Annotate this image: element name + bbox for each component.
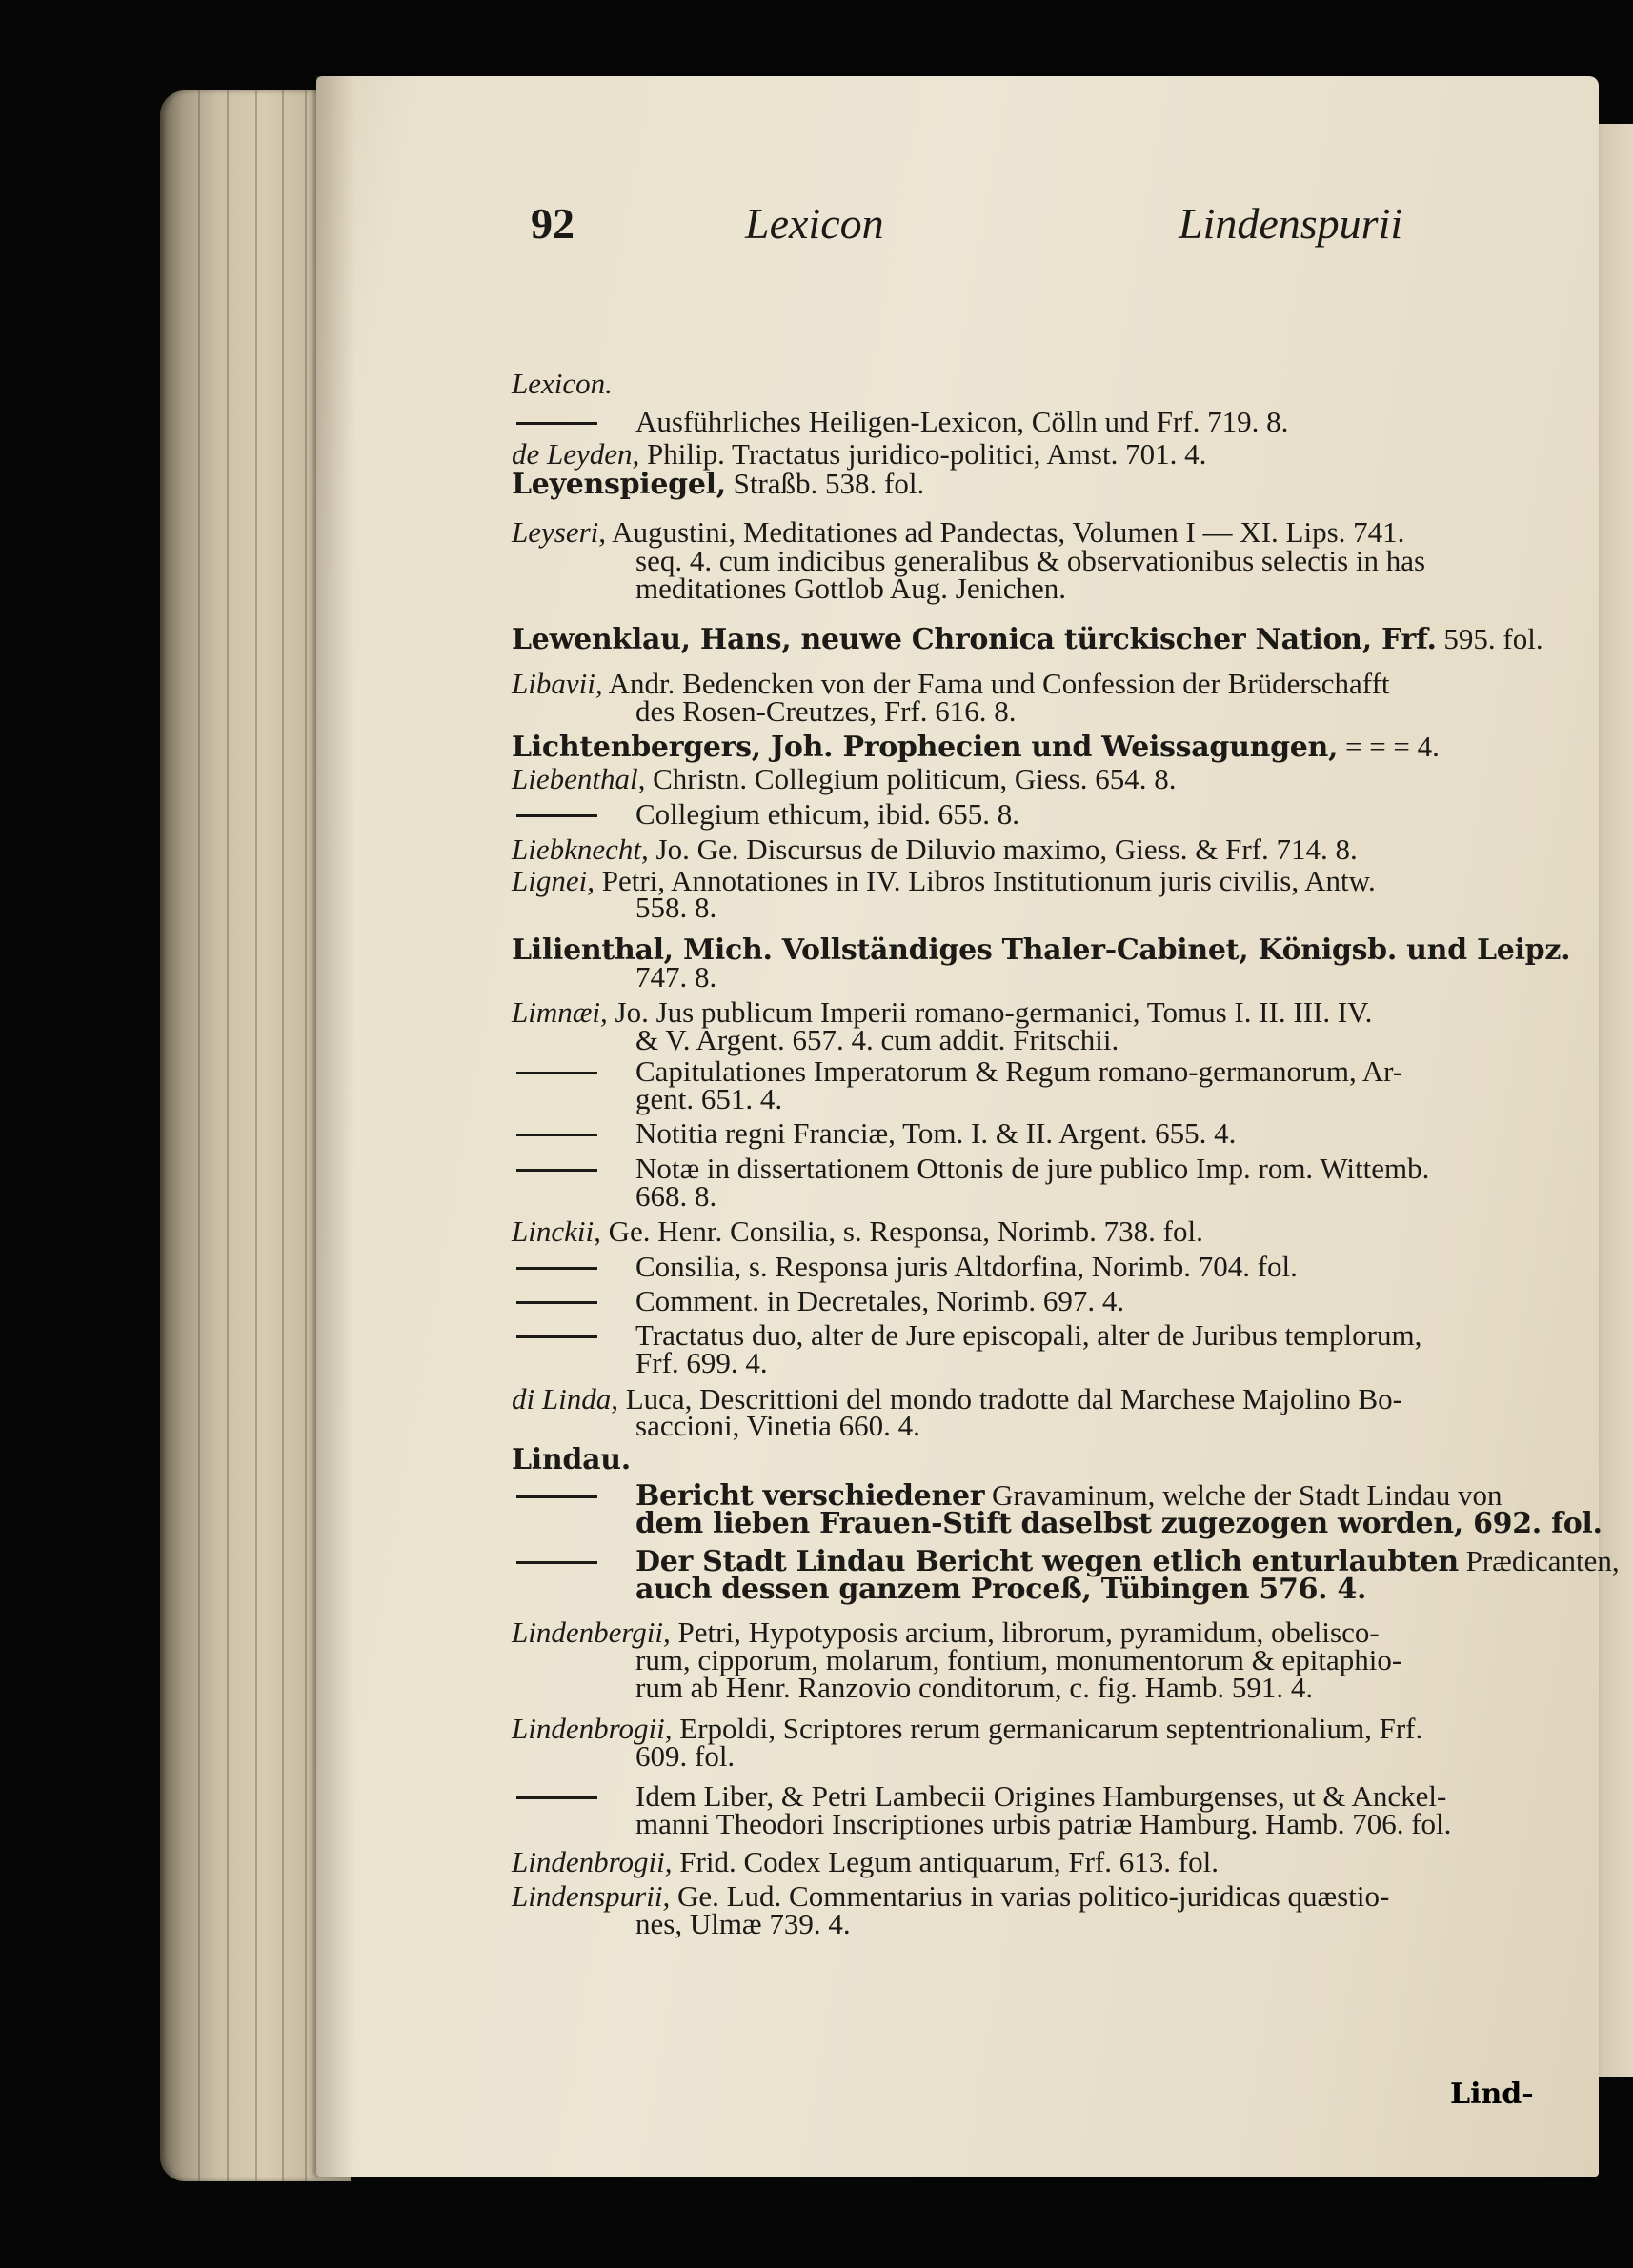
entry-text: Petri, Hypotyposis arcium, librorum, pyramidum, obelisco- [677, 1616, 1380, 1649]
text-line [635, 1671, 1314, 1704]
entry-author: Liebknecht, [512, 833, 649, 866]
text-line [635, 1023, 1119, 1056]
text-line [635, 574, 1066, 603]
text-line [512, 437, 1207, 471]
entry-continuation: meditationes Gottlob Aug. Jenichen. [635, 572, 1067, 605]
ditto-dash [516, 422, 597, 425]
entry-blackletter: Lindau. [512, 1443, 631, 1476]
text-line [512, 1214, 1203, 1248]
entry-continuation: rum ab Henr. Ranzovio conditorum, c. fig. Hamb. 591. 4. [635, 1671, 1314, 1704]
text-line [512, 1845, 1219, 1878]
entry-continuation: seq. 4. cum indicibus generalibus & observationibus selectis in has [635, 544, 1426, 577]
text-line [635, 893, 716, 922]
entry-author: Lignei, [512, 864, 595, 897]
text-line [512, 730, 1440, 764]
entry-text: Consilia, s. Responsa juris Altdorfina, Norimb. 704. fol. [635, 1250, 1298, 1283]
entry-author: Leyseri, [512, 515, 607, 549]
entry-author: Lindenbergii, [512, 1616, 671, 1649]
text-line [635, 405, 1289, 438]
entry-blackletter: Lichtenbergers, Joh. Prophecien und Weissagungen, [512, 731, 1339, 764]
entry-text: Ge. Henr. Consilia, s. Responsa, Norimb. 738. fol. [608, 1214, 1203, 1248]
ditto-dash [516, 1169, 597, 1172]
entry-text: Augustini, Meditationes ad Pandectas, Volumen I — XI. Lips. 741. [612, 515, 1405, 549]
entry-text: Tractatus duo, alter de Jure episcopali, alter de Juribus templorum, [635, 1318, 1422, 1352]
entry-text: Ausführliches Heiligen-Lexicon, Cölln und Frf. 719. 8. [635, 405, 1289, 438]
text-line [635, 797, 1019, 831]
ditto-dash [516, 1072, 597, 1074]
ditto-dash [516, 1796, 597, 1799]
entry-text: 595. fol. [1443, 622, 1543, 655]
text-line [635, 1250, 1298, 1283]
entry-text: = = = 4. [1344, 730, 1440, 763]
ditto-dash [516, 1134, 597, 1136]
entry-continuation: 558. 8. [635, 891, 717, 924]
entry-author: de Leyden, [512, 437, 640, 471]
entry-text: Notæ in dissertationem Ottonis de jure publico Imp. rom. Wittemb. [635, 1152, 1430, 1185]
entry-blackletter: dem lieben Frauen-Stift daselbst zugezogen worden, 692. fol. [635, 1507, 1603, 1540]
entry-text: Philip. Tractatus juridico-politici, Amst. 701. 4. [647, 437, 1207, 471]
text-line [512, 622, 1543, 656]
ditto-dash [516, 1335, 597, 1338]
entry-author: Limnæi, [512, 995, 608, 1029]
text-line [635, 1575, 1366, 1604]
text-line [635, 1907, 851, 1940]
entry-text: Frid. Codex Legum antiquarum, Frf. 613. fol. [679, 1845, 1219, 1878]
text-line [512, 1445, 631, 1475]
entry-text: Andr. Bedencken von der Fama und Confession der Brüderschafft [608, 667, 1390, 700]
entry-continuation: des Rosen-Creutzes, Frf. 616. 8. [635, 694, 1017, 728]
entry-continuation: 668. 8. [635, 1179, 717, 1213]
entry-text: Jo. Jus publicum Imperii romano-germanici, Tomus I. II. III. IV. [615, 995, 1373, 1029]
running-title: Lexicon [745, 199, 884, 248]
catchword: Lind- [1450, 2077, 1534, 2111]
entry-author: Libavii, [512, 667, 603, 700]
text-line [635, 1739, 736, 1773]
entry-blackletter: Leyenspiegel, [512, 468, 726, 501]
entry-author: Liebenthal, [512, 762, 646, 795]
text-line [635, 1179, 717, 1213]
text-line [512, 515, 1405, 549]
text-line [635, 1082, 783, 1115]
ditto-dash [516, 814, 597, 817]
entry-text: Erpoldi, Scriptores rerum germanicarum septentrionalium, Frf. [679, 1712, 1423, 1745]
entry-author: Lindenbrogii, [512, 1845, 673, 1878]
ditto-dash [516, 1495, 597, 1498]
entry-text: Capitulationes Imperatorum & Regum romano-germanorum, Ar- [635, 1054, 1403, 1088]
entry-text: Comment. in Decretales, Norimb. 697. 4. [635, 1284, 1125, 1317]
entry-text: Prædicanten, [1465, 1544, 1620, 1577]
facing-page-edge [1593, 124, 1633, 2077]
entry-blackletter: Lewenklau, Hans, neuwe Chronica türckischer Nation, Frf. [512, 623, 1437, 656]
entry-text: Christn. Collegium politicum, Giess. 654. 8. [653, 762, 1177, 795]
entry-author: Lindenspurii, [512, 1879, 671, 1913]
text-line [635, 1284, 1125, 1317]
text-line [512, 367, 613, 400]
entry-text: Idem Liber, & Petri Lambecii Origines Hamburgenses, ut & Anckel- [635, 1779, 1447, 1813]
entry-text: Straßb. 538. fol. [733, 467, 925, 500]
text-line [512, 835, 1358, 864]
text-line [635, 1154, 1429, 1183]
entry-blackletter: auch dessen ganzem Proceß, Tübingen 576. 4. [635, 1573, 1367, 1606]
page-gutter-shadow [316, 76, 354, 2177]
text-line [635, 694, 1017, 728]
entry-text: Petri, Annotationes in IV. Libros Institutionum juris civilis, Antw. [601, 864, 1376, 897]
entry-author: Lexicon. [512, 367, 613, 400]
text-line [512, 762, 1177, 795]
entry-author: di Linda, [512, 1382, 618, 1415]
entry-continuation: 747. 8. [635, 960, 717, 994]
entry-author: Linckii, [512, 1214, 601, 1248]
page-number: 92 [531, 199, 575, 248]
entry-text: Jo. Ge. Discursus de Diluvio maximo, Giess. & Frf. 714. 8. [655, 833, 1358, 866]
entry-text: Gravaminum, welche der Stadt Lindau von [992, 1478, 1502, 1512]
entry-continuation: 609. fol. [635, 1739, 736, 1773]
entry-blackletter: Bericht verschiedener [635, 1479, 985, 1513]
entry-blackletter: Der Stadt Lindau Bericht wegen etlich enturlaubten [635, 1545, 1459, 1578]
entry-blackletter: Lilienthal, Mich. Vollständiges Thaler-Cabinet, Königsb. und Leipz. [512, 933, 1571, 967]
text-line [635, 1509, 1603, 1538]
entry-text: Ge. Lud. Commentarius in varias politico-juridicas quæstio- [676, 1879, 1390, 1913]
ditto-dash [516, 1301, 597, 1304]
entry-continuation: saccioni, Vinetia 660. 4. [635, 1409, 920, 1442]
text-line [635, 1346, 768, 1379]
book-page [316, 76, 1620, 2177]
entry-continuation: rum, cipporum, molarum, fontium, monumentorum & epitaphio- [635, 1643, 1402, 1676]
ditto-dash [516, 1267, 597, 1270]
entry-author: Lindenbrogii, [512, 1712, 673, 1745]
text-line [635, 1807, 1452, 1840]
text-line [635, 1116, 1237, 1150]
entry-continuation: Frf. 699. 4. [635, 1346, 768, 1379]
text-line [512, 467, 925, 501]
text-line [635, 960, 717, 994]
entry-continuation: gent. 651. 4. [635, 1082, 783, 1115]
entry-text: Collegium ethicum, ibid. 655. 8. [635, 797, 1019, 831]
entry-continuation: manni Theodori Inscriptiones urbis patriæ Hamburg. Hamb. 706. fol. [635, 1807, 1452, 1840]
entry-text: Luca, Descrittioni del mondo tradotte dal Marchese Majolino Bo- [625, 1382, 1402, 1415]
entry-continuation: & V. Argent. 657. 4. cum addit. Fritschii. [635, 1023, 1119, 1056]
ditto-dash [516, 1561, 597, 1564]
entry-text: Notitia regni Franciæ, Tom. I. & II. Argent. 655. 4. [635, 1116, 1237, 1150]
entry-continuation: nes, Ulmæ 739. 4. [635, 1907, 851, 1940]
text-line [635, 1409, 920, 1442]
running-catchword: Lindenspurii [1179, 199, 1403, 248]
